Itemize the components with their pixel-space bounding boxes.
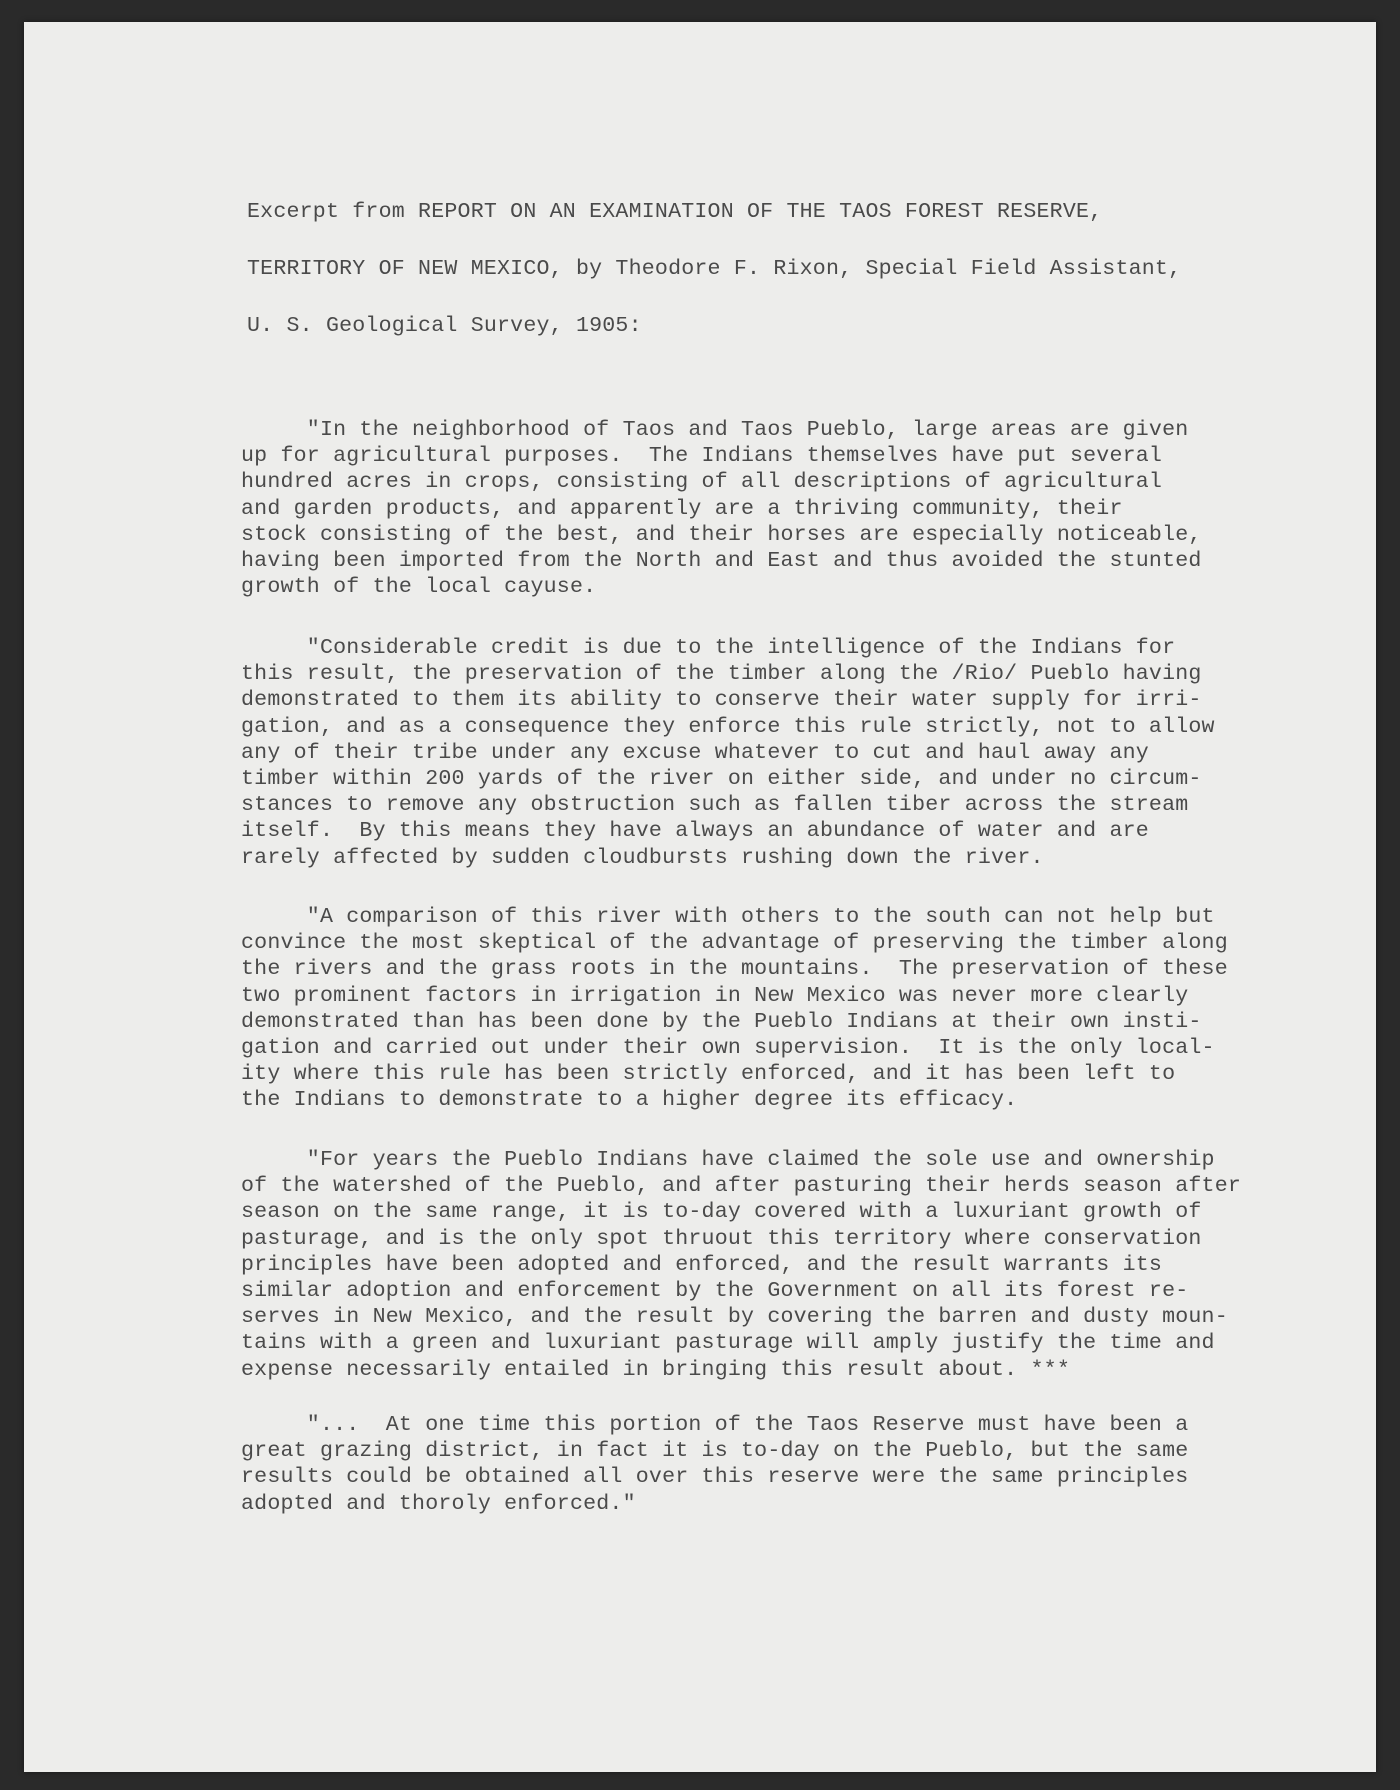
paragraph-line: pasturage, and is the only spot thruout this territory where conservation xyxy=(241,1226,1202,1251)
paragraph-line: "A comparison of this river with others to the south can not help but xyxy=(241,905,1215,929)
paragraph-line: having been imported from the North and East and thus avoided the stunted xyxy=(241,548,1202,573)
paragraph-line: principles have been adopted and enforced, and the result warrants its xyxy=(241,1252,1163,1277)
heading-line-2: TERRITORY OF NEW MEXICO, by Theodore F. Rixon, Special Field Assistant, xyxy=(247,257,1182,281)
paragraph-line: expense necessarily entailed in bringing this result about. *** xyxy=(241,1357,1070,1382)
paragraph-line: rarely affected by sudden cloudbursts rushing down the river. xyxy=(241,845,1044,870)
paragraph-5 xyxy=(241,1412,1271,1517)
paragraph-line: "For years the Pueblo Indians have claimed the sole use and ownership xyxy=(241,1148,1215,1172)
heading-line-1: Excerpt from REPORT ON AN EXAMINATION OF THE TAOS FOREST RESERVE, xyxy=(247,200,1103,224)
paragraph-line: "... At one time this portion of the Taos Reserve must have been a xyxy=(241,1413,1189,1437)
paragraph-4 xyxy=(241,1147,1271,1383)
paragraph-line: and garden products, and apparently are a thriving community, their xyxy=(241,496,1123,521)
paragraph-line: demonstrated than has been done by the Pueblo Indians at their own insti- xyxy=(241,1009,1202,1034)
paragraph-line: this result, the preservation of the timber along the /Rio/ Pueblo having xyxy=(241,662,1202,687)
paragraph-line: gation and carried out under their own supervision. It is the only local- xyxy=(241,1035,1215,1060)
paragraph-line: season on the same range, it is to-day covered with a luxuriant growth of xyxy=(241,1200,1202,1225)
paragraph-line: up for agricultural purposes. The Indians themselves have put several xyxy=(241,444,1163,469)
paragraph-line: of the watershed of the Pueblo, and after pasturing their herds season after xyxy=(241,1174,1242,1199)
paragraph-2 xyxy=(241,635,1271,871)
paragraph-line: stock consisting of the best, and their horses are especially noticeable, xyxy=(241,522,1202,547)
heading-line-3: U. S. Geological Survey, 1905: xyxy=(247,314,642,338)
paragraph-line: convince the most skeptical of the advantage of preserving the timber along xyxy=(241,931,1228,956)
paragraph-line: "Considerable credit is due to the intelligence of the Indians for xyxy=(241,636,1176,660)
paragraph-line: any of their tribe under any excuse whatever to cut and haul away any xyxy=(241,740,1149,765)
paragraph-line: demonstrated to them its ability to conserve their water supply for irri- xyxy=(241,688,1202,713)
paragraph-line: ity where this rule has been strictly enforced, and it has been left to xyxy=(241,1062,1176,1087)
paragraph-1 xyxy=(241,417,1271,600)
paragraph-3 xyxy=(241,904,1271,1114)
paragraph-line: hundred acres in crops, consisting of all descriptions of agricultural xyxy=(241,470,1163,495)
paragraph-line: similar adoption and enforcement by the Government on all its forest re- xyxy=(241,1278,1189,1303)
paragraph-line: gation, and as a consequence they enforce this rule strictly, not to allow xyxy=(241,714,1215,739)
document-page xyxy=(24,22,1376,1772)
paragraph-line: serves in New Mexico, and the result by covering the barren and dusty moun- xyxy=(241,1305,1228,1330)
paragraph-line: stances to remove any obstruction such as fallen tiber across the stream xyxy=(241,793,1189,818)
paragraph-line: the rivers and the grass roots in the mountains. The preservation of these xyxy=(241,957,1228,982)
paragraph-line: "In the neighborhood of Taos and Taos Pueblo, large areas are given xyxy=(241,418,1189,442)
paragraph-line: growth of the local cayuse. xyxy=(241,575,597,600)
paragraph-line: itself. By this means they have always an abundance of water and are xyxy=(241,819,1149,844)
paragraph-line: adopted and thoroly enforced." xyxy=(241,1491,636,1516)
paragraph-line: results could be obtained all over this reserve were the same principles xyxy=(241,1465,1189,1490)
paragraph-line: tains with a green and luxuriant pasturage will amply justify the time and xyxy=(241,1331,1215,1356)
paragraph-line: two prominent factors in irrigation in New Mexico was never more clearly xyxy=(241,983,1189,1008)
paragraph-line: timber within 200 yards of the river on either side, and under no circum- xyxy=(241,766,1202,791)
paragraph-line: the Indians to demonstrate to a higher degree its efficacy. xyxy=(241,1088,1018,1113)
paragraph-line: great grazing district, in fact it is to-day on the Pueblo, but the same xyxy=(241,1439,1189,1464)
